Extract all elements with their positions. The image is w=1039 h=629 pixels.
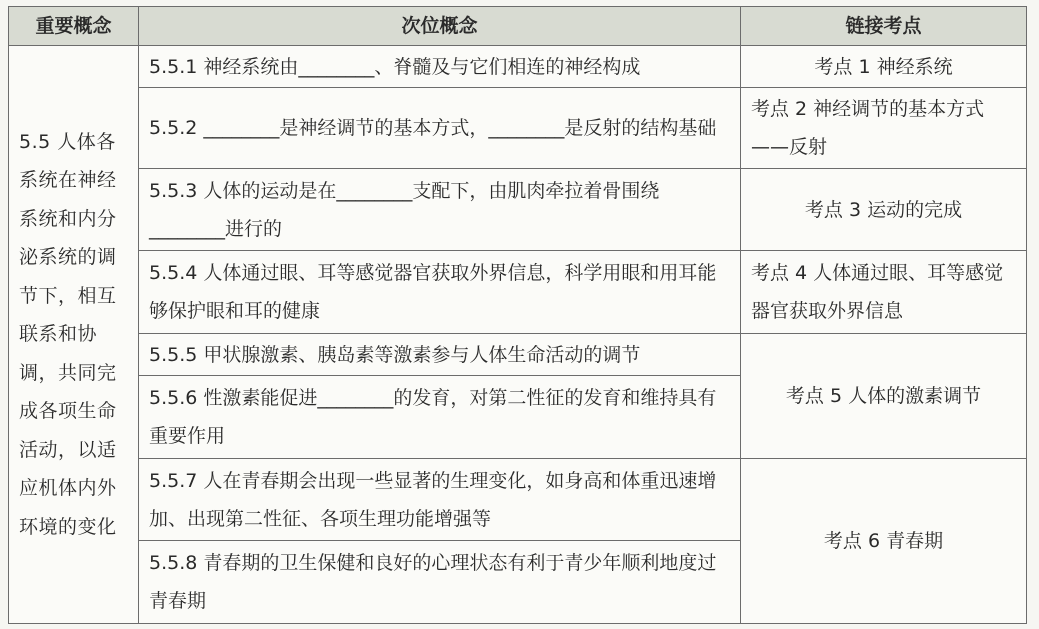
sub-concept-cell: 5.5.1 神经系统由________、脊髓及与它们相连的神经构成 bbox=[139, 46, 741, 88]
header-major-concept: 重要概念 bbox=[9, 7, 139, 46]
table-row bbox=[9, 458, 1027, 541]
exam-point-cell: 考点 2 神经调节的基本方式——反射 bbox=[741, 88, 1027, 169]
exam-point-cell: 考点 3 运动的完成 bbox=[741, 168, 1027, 251]
table-row bbox=[9, 46, 1027, 88]
exam-point-cell: 考点 6 青春期 bbox=[741, 458, 1027, 623]
table-row bbox=[9, 333, 1027, 375]
table-row bbox=[9, 251, 1027, 334]
sub-concept-cell: 5.5.7 人在青春期会出现一些显著的生理变化，如身高和体重迅速增加、出现第二性征、各项生理功能增强等 bbox=[139, 458, 741, 541]
header-sub-concept: 次位概念 bbox=[139, 7, 741, 46]
major-concept-cell: 5.5 人体各系统在神经系统和内分泌系统的调节下，相互联系和协调，共同完成各项生命活动，以适应机体内外环境的变化 bbox=[9, 46, 139, 624]
sub-concept-cell: 5.5.5 甲状腺激素、胰岛素等激素参与人体生命活动的调节 bbox=[139, 333, 741, 375]
sub-concept-cell: 5.5.3 人体的运动是在________支配下，由肌肉牵拉着骨围绕________进行的 bbox=[139, 168, 741, 251]
sub-concept-cell: 5.5.6 性激素能促进________的发育，对第二性征的发育和维持具有重要作用 bbox=[139, 376, 741, 459]
exam-point-cell: 考点 4 人体通过眼、耳等感觉器官获取外界信息 bbox=[741, 251, 1027, 334]
sub-concept-cell: 5.5.8 青春期的卫生保健和良好的心理状态有利于青少年顺利地度过青春期 bbox=[139, 541, 741, 624]
header-linked-exam-point: 链接考点 bbox=[741, 7, 1027, 46]
header-row bbox=[9, 7, 1027, 46]
table-row bbox=[9, 168, 1027, 251]
sub-concept-cell: 5.5.2 ________是神经调节的基本方式，________是反射的结构基础 bbox=[139, 88, 741, 169]
exam-point-cell: 考点 5 人体的激素调节 bbox=[741, 333, 1027, 458]
concept-table bbox=[8, 6, 1027, 624]
exam-point-cell: 考点 1 神经系统 bbox=[741, 46, 1027, 88]
table-row bbox=[9, 88, 1027, 169]
sub-concept-cell: 5.5.4 人体通过眼、耳等感觉器官获取外界信息，科学用眼和用耳能够保护眼和耳的健康 bbox=[139, 251, 741, 334]
